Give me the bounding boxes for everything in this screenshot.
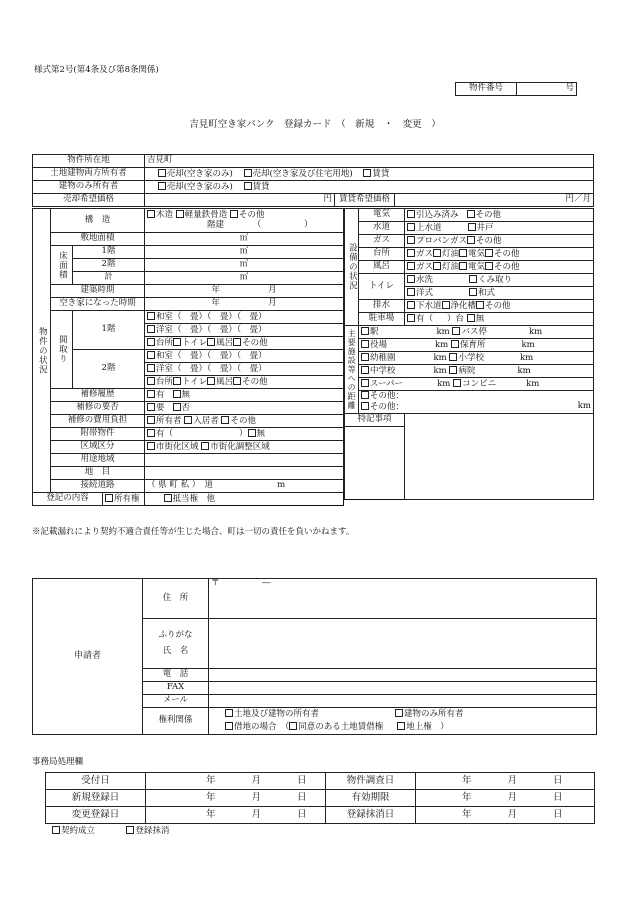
checkbox[interactable]	[158, 182, 166, 190]
facility-row[interactable]: 駅 km バス停 km	[359, 326, 594, 339]
layout-row[interactable]: 和室（ 畳）（ 畳）（ 畳）	[145, 350, 344, 363]
attached-field: 有（ ） 無	[145, 428, 344, 441]
checkbox[interactable]	[485, 262, 493, 270]
location-field[interactable]: 吉見町	[145, 155, 594, 168]
kitchen-field: ガス 灯油 電気 その他	[405, 248, 594, 261]
notes-blank	[345, 439, 405, 451]
applicant-label: 申請者	[33, 579, 143, 735]
checkbox[interactable]	[147, 442, 155, 450]
rent-price-label: 賃貸希望価格	[335, 194, 395, 207]
applicant-table	[32, 578, 597, 735]
checkbox[interactable]	[433, 249, 441, 257]
checkbox[interactable]	[173, 390, 181, 398]
received-label: 受付日	[46, 773, 146, 790]
checkbox[interactable]	[442, 301, 450, 309]
site-area-label: 敷地面積	[51, 233, 145, 246]
contract-checkbox[interactable]	[52, 826, 60, 834]
road-label: 接続道路	[51, 480, 145, 493]
checkbox[interactable]	[244, 169, 252, 177]
valid-until-date-field[interactable]: 年 月 日	[416, 790, 595, 807]
layout-floor2-label: 2階	[73, 350, 145, 389]
kitchen-label: 台所	[359, 248, 405, 261]
owner-both-options: 売却(空き家のみ) 売却(空き家及び住宅用地) 賃貸	[145, 168, 594, 181]
property-status-table	[32, 208, 344, 506]
checkbox[interactable]	[407, 301, 415, 309]
road-field[interactable]: （ 県 町 私 ） 道 m	[145, 480, 344, 493]
attached-label: 附帯物件	[51, 428, 145, 441]
checkbox[interactable]	[397, 722, 405, 730]
use-zone-label: 用途地域	[51, 454, 145, 467]
repair-cost-label: 補修の費用負担	[51, 415, 145, 428]
checkbox[interactable]	[433, 262, 441, 270]
office-heading: 事務局処理欄	[32, 757, 84, 767]
toilet-label: トイレ	[359, 274, 405, 300]
built-date-label: 建築時期	[51, 285, 145, 298]
bath-label: 風呂	[359, 261, 405, 274]
property-number-field[interactable]: 号	[517, 83, 577, 96]
sale-price-field[interactable]: 円	[145, 194, 335, 207]
layout-row[interactable]: 洋室（ 畳）（ 畳）（ 畳）	[145, 363, 344, 376]
drain-label: 排水	[359, 300, 405, 313]
fax-field[interactable]	[209, 682, 597, 695]
layout-row[interactable]: 台所 トイレ 風呂 その他	[145, 376, 344, 389]
repair-cost-field: 所有者 入居者 その他	[145, 415, 344, 428]
vacant-date-label: 空き家になった時期	[51, 298, 145, 311]
checkbox[interactable]	[407, 236, 415, 244]
rights-label: 権利関係	[143, 708, 209, 735]
floor2-label: 2階	[73, 259, 145, 272]
mail-label: メール	[143, 695, 209, 708]
layout-row[interactable]: 洋室（ 畳）（ 畳）（ 畳）	[145, 324, 344, 337]
address-field[interactable]: 〒 ―	[209, 579, 597, 619]
checkbox[interactable]	[248, 429, 256, 437]
checkbox[interactable]	[147, 403, 155, 411]
checkbox[interactable]	[407, 223, 415, 231]
equipment-table	[344, 208, 594, 500]
form-number: 様式第2号(第4条及び第8条関係)	[34, 65, 159, 75]
property-number-label: 物件番号	[456, 83, 517, 96]
floor1-area-field[interactable]: ㎡	[145, 246, 344, 259]
layout-label: 間取り	[51, 311, 73, 389]
owner-building-options: 売却(空き家のみ) 賃貸	[145, 181, 594, 194]
checkbox[interactable]	[244, 182, 252, 190]
repair-history-field: 有 無	[145, 389, 344, 402]
cancel-registration-date-field[interactable]: 年 月 日	[416, 807, 595, 824]
notes-blank	[345, 426, 405, 439]
name-field[interactable]	[209, 619, 597, 669]
checkbox[interactable]	[221, 416, 229, 424]
valid-until-label: 有効期限	[326, 790, 416, 807]
checkbox[interactable]	[467, 314, 475, 322]
checkbox[interactable]	[184, 416, 192, 424]
rights-field: 土地及び建物の所有者 建物のみ所有者 借地の場合 （ 同意のある土地賃借権 地上権 ）	[209, 708, 597, 735]
structure-label: 構 造	[51, 209, 145, 233]
facility-row[interactable]: その他： その他： km	[359, 391, 594, 414]
checkbox[interactable]	[147, 390, 155, 398]
checkbox[interactable]	[476, 301, 484, 309]
checkbox[interactable]	[459, 249, 467, 257]
checkbox[interactable]	[105, 494, 113, 502]
facility-row[interactable]: スーパー km コンビニ km	[359, 378, 594, 391]
checkbox[interactable]	[485, 249, 493, 257]
checkbox[interactable]	[201, 442, 209, 450]
new-registration-date-field[interactable]: 年 月 日	[146, 790, 326, 807]
land-category-field[interactable]	[145, 467, 344, 480]
checkbox[interactable]	[395, 709, 403, 717]
property-status-side-label: 物件の状況	[33, 209, 51, 493]
site-area-field[interactable]: ㎡	[145, 233, 344, 246]
basic-info-table	[32, 154, 594, 207]
water-label: 水道	[359, 222, 405, 235]
deleted-checkbox[interactable]	[126, 826, 134, 834]
floor-total-label: 計	[73, 272, 145, 285]
property-number-box	[455, 82, 577, 96]
floor-area-label: 床面積	[51, 246, 73, 285]
survey-label: 物件調査日	[326, 773, 416, 790]
office-table	[45, 772, 595, 824]
floor1-label: 1階	[73, 246, 145, 259]
zone-label: 区域区分	[51, 441, 145, 454]
floor2-area-field[interactable]: ㎡	[145, 259, 344, 272]
bath-field: ガス 灯油 電気 その他	[405, 261, 594, 274]
toilet-field: 水洗 くみ取り	[405, 274, 594, 287]
registration-field: 所有権 抵当権 他	[103, 493, 145, 506]
equipment-side-label: 設備の状況	[345, 209, 359, 326]
notes-blank	[345, 487, 405, 500]
notes-blank	[345, 451, 405, 463]
checkbox[interactable]	[407, 288, 415, 296]
notes-label: 特記事項	[345, 413, 405, 426]
change-registration-label: 変更登録日	[46, 807, 146, 824]
repair-need-label: 補修の要否	[51, 402, 145, 415]
phone-field[interactable]	[209, 669, 597, 682]
land-category-label: 地 目	[51, 467, 145, 480]
checkbox[interactable]	[289, 722, 297, 730]
location-label: 物件所在地	[33, 155, 145, 168]
gas-label: ガス	[359, 235, 405, 248]
checkbox[interactable]	[407, 210, 415, 218]
checkbox[interactable]	[225, 722, 233, 730]
checkbox[interactable]	[230, 210, 238, 218]
checkbox[interactable]	[407, 262, 415, 270]
page-title: 吉見町空き家バンク 登録カード （ 新規 ・ 変更 ）	[189, 119, 441, 130]
repair-history-label: 補修履歴	[51, 389, 145, 402]
checkbox[interactable]	[147, 429, 155, 437]
parking-label: 駐車場	[359, 313, 405, 326]
checkbox[interactable]	[469, 275, 477, 283]
new-registration-label: 新規登録日	[46, 790, 146, 807]
disclaimer: ※記載漏れにより契約不適合責任等が生じた場合、町は一切の責任を負いかねます。	[32, 527, 355, 537]
layout-floor1-label: 1階	[73, 311, 145, 350]
checkbox[interactable]	[469, 288, 477, 296]
gas-field: プロパンガス その他	[405, 235, 594, 248]
checkbox[interactable]	[158, 169, 166, 177]
received-date-field[interactable]: 年 月 日	[146, 773, 326, 790]
use-zone-field[interactable]	[145, 454, 344, 467]
checkbox[interactable]	[176, 210, 184, 218]
contract-label: 契約成立	[61, 826, 96, 836]
electric-field: 引込み済み その他	[405, 209, 594, 222]
checkbox[interactable]	[147, 416, 155, 424]
checkbox[interactable]	[467, 210, 475, 218]
layout-row[interactable]: 和室（ 畳）（ 畳）（ 畳）	[145, 311, 344, 324]
facility-row[interactable]: 幼稚園 km 小学校 km	[359, 352, 594, 365]
electric-label: 電気	[359, 209, 405, 222]
owner-building-label: 建物のみ所有者	[33, 181, 145, 194]
name-label: ふりがな 氏 名	[143, 619, 209, 669]
change-registration-date-field[interactable]: 年 月 日	[146, 807, 326, 824]
facility-side-label: 主要施設等への距離	[345, 326, 359, 414]
checkbox[interactable]	[467, 236, 475, 244]
parking-field: 有（ ）台 無	[405, 313, 594, 326]
cancel-registration-label: 登録抹消日	[326, 807, 416, 824]
office-checkboxes	[52, 826, 169, 837]
layout-row[interactable]: 台所 トイレ 風呂 その他	[145, 337, 344, 350]
mail-field[interactable]	[209, 695, 597, 708]
checkbox[interactable]	[407, 275, 415, 283]
notes-blank	[345, 463, 405, 475]
notes-field[interactable]	[405, 413, 594, 499]
survey-date-field[interactable]: 年 月 日	[416, 773, 595, 790]
checkbox[interactable]	[459, 262, 467, 270]
rent-price-field[interactable]: 円／月	[395, 194, 594, 207]
deleted-label: 登録抹消	[135, 826, 170, 836]
checkbox[interactable]	[468, 223, 476, 231]
fax-label: FAX	[143, 682, 209, 695]
checkbox[interactable]	[407, 249, 415, 257]
vacant-date-field[interactable]: 年 月	[145, 298, 344, 311]
water-field: 上水道 井戸	[405, 222, 594, 235]
built-date-field[interactable]: 年 月	[145, 285, 344, 298]
phone-label: 電 話	[143, 669, 209, 682]
notes-blank	[345, 475, 405, 487]
owner-both-label: 土地建物両方所有者	[33, 168, 145, 181]
facility-row[interactable]: 中学校 km 病院 km	[359, 365, 594, 378]
registration-label: 登記の内容	[33, 493, 103, 506]
sale-price-label: 売却希望価格	[33, 194, 145, 207]
checkbox[interactable]	[225, 709, 233, 717]
checkbox[interactable]	[164, 494, 172, 502]
floor-total-field[interactable]: ㎡	[145, 272, 344, 285]
checkbox[interactable]	[173, 403, 181, 411]
toilet-field-2: 洋式 和式	[405, 287, 594, 300]
facility-row[interactable]: 役場 km 保育所 km	[359, 339, 594, 352]
checkbox[interactable]	[363, 169, 371, 177]
structure-field: 木造 軽量鉄骨造 その他 階建 （ ）	[145, 209, 344, 233]
checkbox[interactable]	[147, 210, 155, 218]
address-label: 住 所	[143, 579, 209, 619]
drain-field: 下水道 浄化槽 その他	[405, 300, 594, 313]
zone-field: 市街化区域 市街化調整区域	[145, 441, 344, 454]
checkbox[interactable]	[407, 314, 415, 322]
repair-need-field: 要 否	[145, 402, 344, 415]
